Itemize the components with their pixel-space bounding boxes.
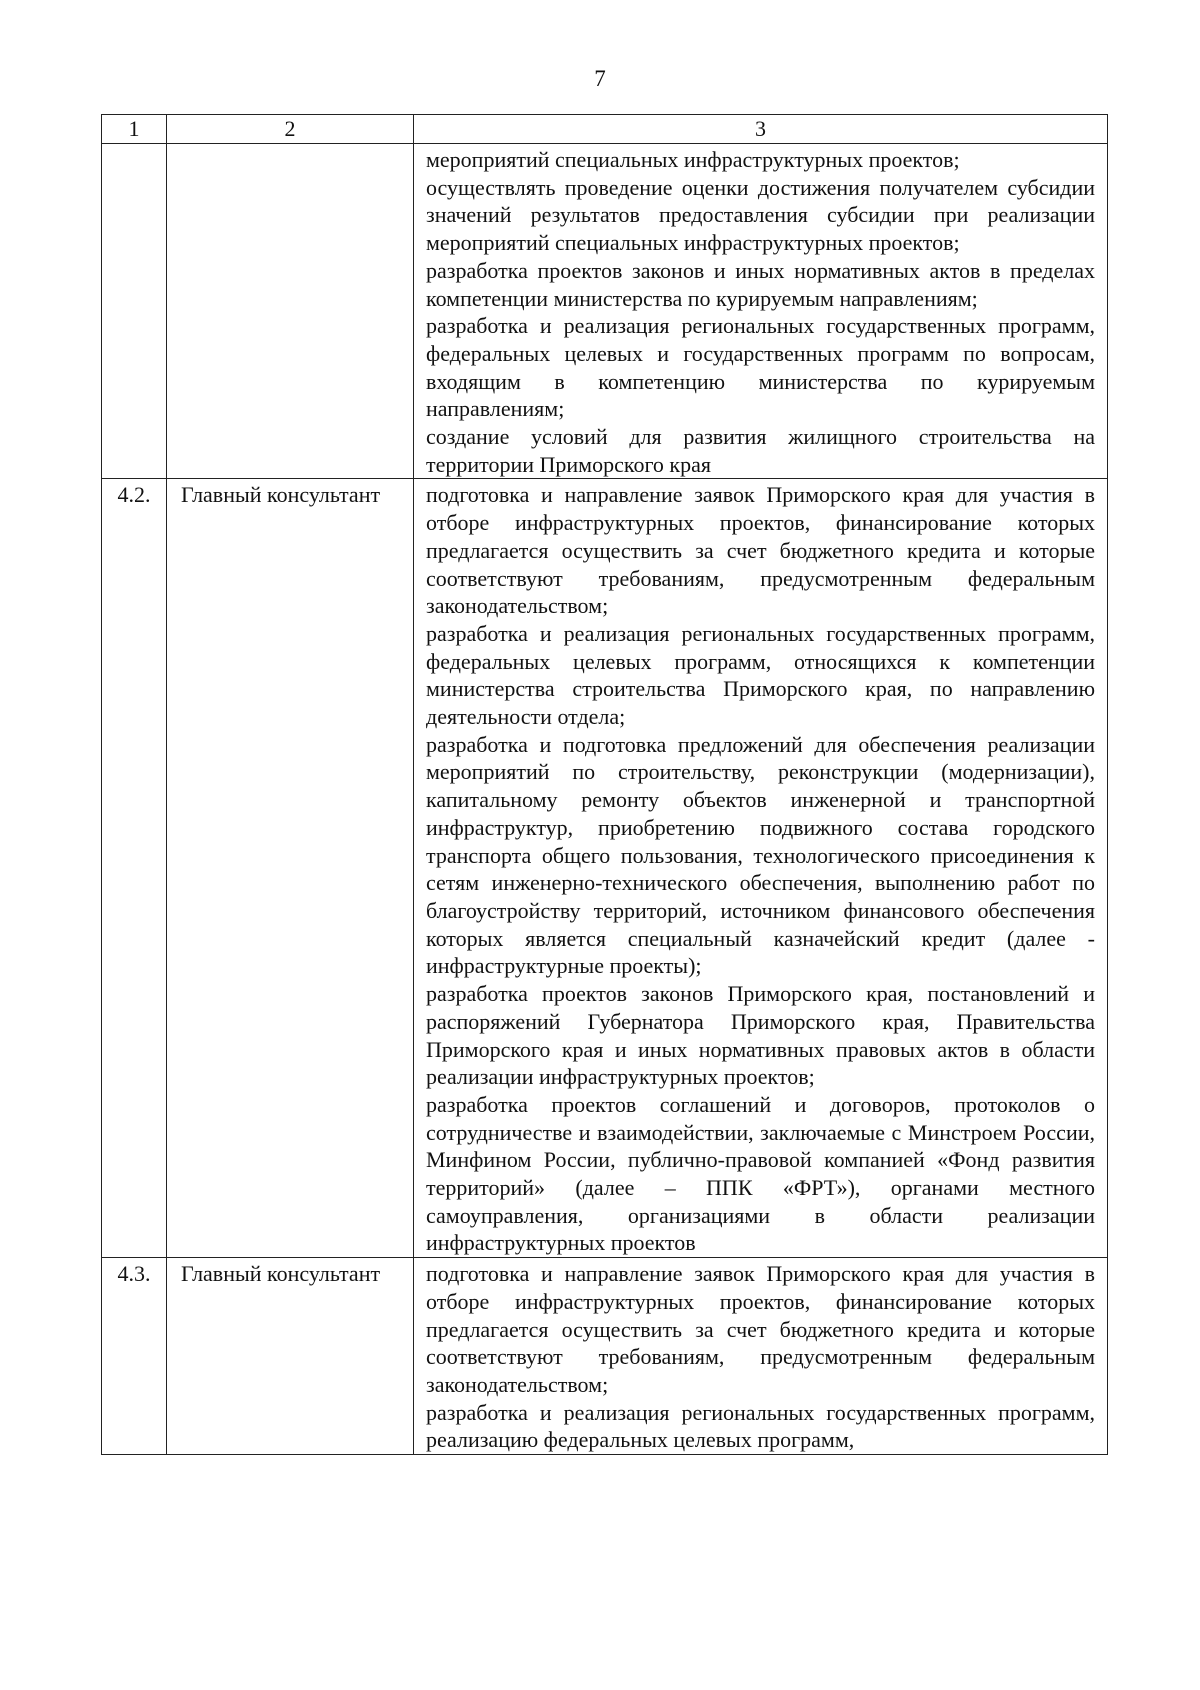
duty-item: разработка и реализация региональных государственных программ, реализацию федеральных целевых программ, [426, 1399, 1095, 1453]
position-title: Главный консультант [167, 1258, 414, 1455]
page-number: 7 [594, 66, 606, 91]
duties-cell [414, 144, 1108, 479]
duty-item: разработка проектов законов Приморского края, постановлений и распоряжений Губернатора Приморского края, Правительства Приморского края и иных нормативных правовых актов в области реализации инфраструктурных проектов; [426, 981, 1095, 1090]
duty-item: разработка проектов соглашений и договоров, протоколов о сотрудничестве и взаимодействии, заключаемые с Минстроем России, Минфином России, публично-правовой компанией «Фонд развития территорий» (далее – ППК «ФРТ»), органами местного самоуправления, организациями в области реализации инфраструктурных проектов [426, 1091, 1095, 1256]
duty-item: подготовка и направление заявок Приморского края для участия в отборе инфраструктурных проектов, финансирование которых предлагается осуществить за счет бюджетного кредита и которые соответствуют требованиям, предусмотренным федеральным законодательством; [426, 482, 1095, 619]
duty-item: создание условий для развития жилищного строительства на территории Приморского края [426, 424, 1095, 477]
header-col-1: 1 [102, 115, 167, 144]
table-row [102, 1258, 1108, 1455]
staff-duties-table [101, 114, 1108, 1455]
header-col-3: 3 [414, 115, 1108, 144]
duty-item: подготовка и направление заявок Приморского края для участия в отборе инфраструктурных проектов, финансирование которых предлагается осуществить за счет бюджетного кредита и которые соответствуют требованиям, предусмотренным федеральным законодательством; [426, 1261, 1095, 1397]
duty-item: разработка и подготовка предложений для обеспечения реализации мероприятий по строительству, реконструкции (модернизации), капитальному ремонту объектов инженерной и транспортной инфраструктур, приобретению подвижного состава городского транспорта общего пользования, технологического присоединения к сетям инженерно-технического обеспечения, выполнению работ по благоустройству территорий, источником финансового обеспечения которых является специальный казначейский кредит (далее - инфраструктурные проекты); [426, 731, 1095, 979]
table-row [102, 144, 1108, 479]
position-title [167, 144, 414, 479]
duty-item: осуществлять проведение оценки достижения получателем субсидии значений результатов предоставления субсидии при реализации мероприятий специальных инфраструктурных проектов; [426, 174, 1095, 256]
duties-cell [414, 1258, 1108, 1455]
duty-item: разработка проектов законов и иных нормативных актов в пределах компетенции министерства по курируемым направлениям; [426, 257, 1095, 311]
duty-item: разработка и реализация региональных государственных программ, федеральных целевых программ, относящихся к компетенции министерства строительства Приморского края, по направлению деятельности отдела; [426, 620, 1095, 730]
duties-cell [414, 479, 1108, 1258]
duty-item: мероприятий специальных инфраструктурных проектов; [426, 147, 960, 172]
table-header-row [102, 115, 1108, 144]
position-title: Главный консультант [167, 479, 414, 1258]
row-number [102, 144, 167, 479]
header-col-2: 2 [167, 115, 414, 144]
row-number: 4.2. [102, 479, 167, 1258]
duty-item: разработка и реализация региональных государственных программ, федеральных целевых и государственных программ по вопросам, входящим в компетенцию министерства по курируемым направлениям; [426, 313, 1095, 422]
row-number: 4.3. [102, 1258, 167, 1455]
table-row [102, 479, 1108, 1258]
